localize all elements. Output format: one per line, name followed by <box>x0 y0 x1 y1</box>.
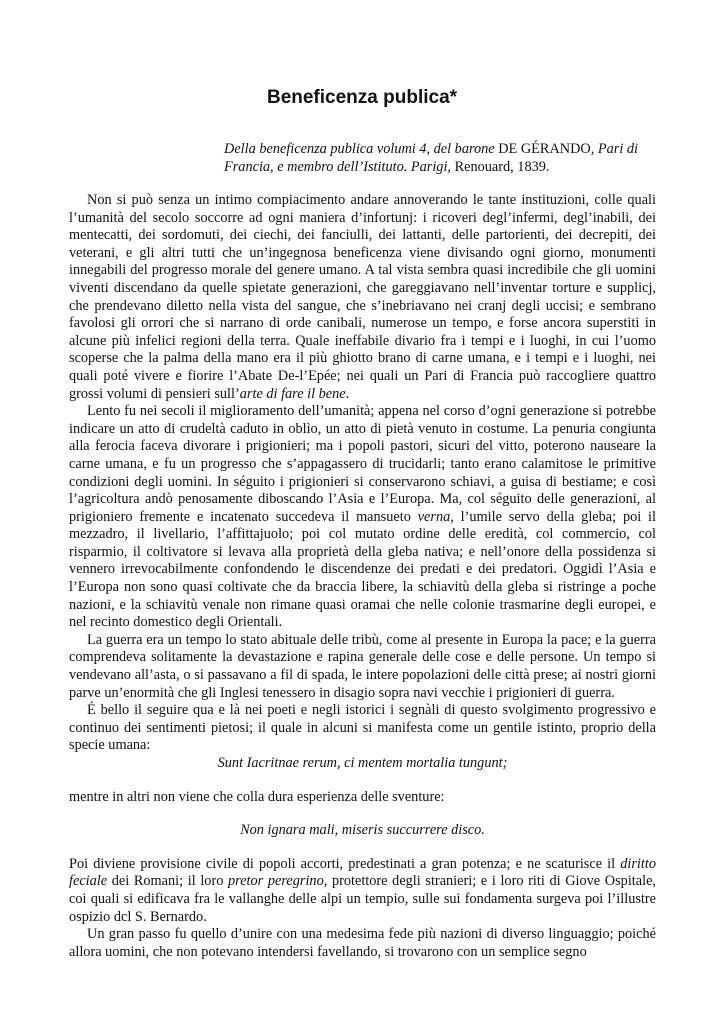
paragraph-text: Non si può senza un intimo compiacimento andare annoverando le tante instituzioni, colle quali l’umanità del secolo soccorre ad ogni maniera d’infortunj: i ricoveri degl’infermi, degl’inabili, dei mentecatti, dei sordomuti, dei ciechi, dei fanciulli, dei lattanti, delle partorienti, dei decrepiti, dei veterani, e gli altri tutti che un’ingegnosa beneficenza viene divisando ogni giorno, monumenti innegabili del progresso morale del genere umano. A tal vista sembra quasi incredibile che gli uomini viventi discendano da quelle spietate generazioni, che gareggiavano nell’inventar torture e supplicj, che prendevano diletto nella vista del sangue, che s’inebriavano nei cranj degli uccisi; e sembrano favolosi gli orrori che si narrano di orde canibali, numerose un tempo, e forse ancora superstiti in alcune più infelici regioni della terra. Quale ineffabile divario fra i tempi e i luoghi, in cui l’uomo scoperse che la palma della mano era il più ghiotto brano di carne umana, e i tempi e i luoghi, nei quali poté vivere e fiorire l’Abate De-l’Epée; nei quali un Pari di Francia può raccogliere quattro grossi volumi di pensieri sull’ <box>69 192 656 402</box>
paragraph-text: Lento fu nei secoli il miglioramento dell’umanità; appena nel corso d’ogni generazione si potrebbe indicare un atto di crudeltà caduto in oblìo, un atto di pietà venuto in costume. La penuria congiunta alla ferocia faceva divorare i prigionieri; ma i popoli pastori, sicuri del vitto, poterono nauseare la carne umana, e fu un progresso che s’appagassero di trucidarli; tanto erano calamitose le primitive condizioni degli uomini. In séguito i prigionieri si conservarono schiavi, a guisa di bestiame; e così l’agricoltura andò penosamente diboscando l’Asia e l’Europa. Ma, col séguito delle generazioni, al prigioniero fremente e incatenato succedeva il mansueto <box>69 403 656 525</box>
reference-intro: Della beneficenza publica volumi 4, del barone <box>224 141 495 157</box>
emphasis-text: arte di fare il bene <box>239 385 346 402</box>
article-body <box>69 192 656 961</box>
paragraph: mentre in altri non viene che colla dura esperienza delle sventure: <box>69 788 445 805</box>
paragraph-text: Poi diviene provisione civile di popoli accorti, predestinati a gran potenza; e ne scaturisce il <box>69 855 621 872</box>
paragraph-text: . <box>345 385 350 402</box>
reference-author-role: , Pari di Francia, e membro dell’Istituto. Parigi, <box>224 141 639 175</box>
reference-publisher: Renouard, 1839. <box>451 159 550 175</box>
paragraph <box>69 856 656 926</box>
paragraph: É bello il seguire qua e là nei poeti e negli istorici i segnàli di questo svolgimento progressivo e continuo dei sentimenti pietosi; il quale in alcuni si manifesta come un gentile istinto, proprio della specie umana: <box>69 702 656 754</box>
emphasis-text: diritto feciale <box>69 855 656 890</box>
paragraph-text: , l’umile servo della gleba; poi il mezzadro, il livellario, l’affittajuolo; poi col mutato ordine delle eredità, col commercio, col risparmio, il coltivatore si levava alla proprietà della gleba nativa; e nell’onore della possidenza si vennero irrevocabilmente confondendo le discendenze dei predati e dei predatori. Oggidì l’Asia e l’Europa non sono quasi coltivate che da braccia libere, la schiavitù della gleba si ristringe a poche nazioni, e la schiavitù venale non rimane quasi oramai che nelle colonie trasmarine degli europei, e nel recinto domestico degli Orientali. <box>69 508 656 631</box>
emphasis-text: verna <box>417 508 451 525</box>
bibliographic-reference <box>224 140 656 176</box>
reference-author: DE GÉRANDO <box>494 141 591 157</box>
latin-quotation: Sunt Iacritnae rerum, ci mentem mortalia tungunt; <box>217 755 508 771</box>
emphasis-text: pretor peregrino <box>228 873 324 890</box>
paragraph: Un gran passo fu quello d’unire con una medesima fede più nazioni di diverso linguaggio; poiché allora uomini, che non potevano intendersi favellando, si trovarono con un semplice segno <box>69 926 656 960</box>
paragraph <box>69 192 656 403</box>
paragraph-text: dei Romani; il loro <box>107 873 229 890</box>
paragraph: La guerra era un tempo lo stato abituale delle tribù, come al presente in Europa la pace; e la guerra comprendeva solitamente la devastazione e rapina generale delle cose e delle persone. Un tempo si vendevano all’asta, o si passavano a fil di spada, le intere popolazioni delle città prese; ai nostri giorni parve un’enormità che gli Inglesi tenessero in disagio sopra navi vecchie i prigionieri di guerra. <box>69 631 656 701</box>
paragraph <box>69 403 656 632</box>
paragraph-text: , protettore degli stranieri; e i loro riti di Giove Ospitale, coi quali si edificava fra le vallanghe delle alpi un tempio, sulle sui fondamenta surgeva poi l’illustre ospizio dcl S. Bernardo. <box>69 873 657 925</box>
latin-quotation: Non ignara mali, miseris succurrere disco. <box>240 822 485 839</box>
page-title: Beneficenza publica* <box>266 87 458 108</box>
